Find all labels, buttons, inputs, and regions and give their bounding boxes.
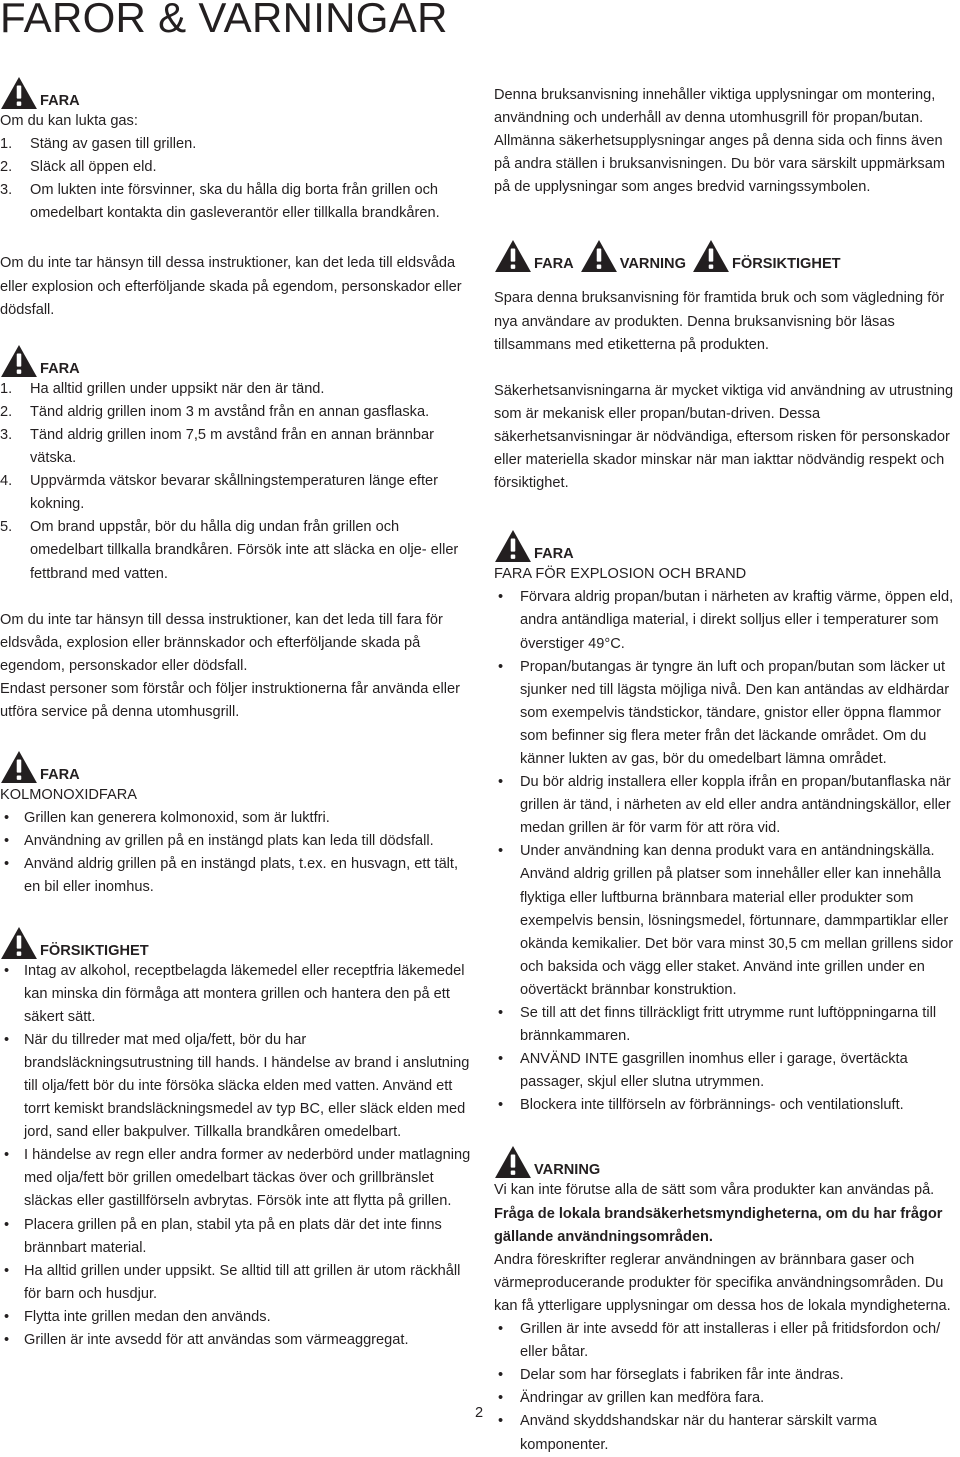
- explosion-subhead: FARA FÖR EXPLOSION OCH BRAND: [494, 566, 747, 583]
- caution-list: [0, 960, 472, 1353]
- list-item: • Grillen kan generera kolmonoxid, som är luktfri.: [4, 810, 330, 827]
- symbol-legend: [494, 239, 960, 273]
- list-item: 4. Uppvärmda vätskor bevarar skållningstemperaturen länge efter kokning.: [0, 473, 439, 513]
- list-item: • Delar som har förseglats i fabriken får inte ändras.: [498, 1367, 844, 1384]
- danger-label: FARA: [534, 546, 574, 563]
- list-item: • I händelse av regn eller andra former av nederbörd under matlagning med olja/fett bör grillen omedelbart täckas över och grillbränslet släckas eller gastillförseln avbrytas. Försök inte att flytta på grillen.: [4, 1147, 471, 1210]
- list-item: 1. Stäng av gasen till grillen.: [0, 136, 197, 153]
- gas-steps-list: [0, 133, 472, 225]
- fire-steps-list: [0, 378, 472, 586]
- gas-danger-header: [0, 76, 472, 110]
- legend-warning-label: VARNING: [619, 256, 686, 273]
- list-item: • Grillen är inte avsedd för att användas som värmeaggregat.: [4, 1332, 409, 1349]
- list-item: • Använd skyddshandskar när du hanterar särskilt varma komponenter.: [498, 1413, 877, 1453]
- explosion-danger-header: [494, 529, 960, 563]
- list-item: 1. Ha alltid grillen under uppsikt när den är tänd.: [0, 380, 325, 397]
- warning-triangle-icon: [494, 529, 532, 563]
- co-subhead: KOLMONOXIDFARA: [0, 787, 138, 804]
- danger-label: FARA: [40, 360, 80, 377]
- list-item: 2. Tänd aldrig grillen inom 3 m avstånd från en annan gasflaska.: [0, 403, 430, 420]
- list-item: 3. Om lukten inte försvinner, ska du hålla dig borta från grillen och omedelbart kontakta din gasleverantör eller tillkalla brandkåren.: [0, 182, 440, 222]
- list-item: • Grillen är inte avsedd för att installeras i eller på fritidsfordon och/ eller båtar.: [498, 1321, 941, 1361]
- warning-triangle-icon: [0, 76, 38, 110]
- fire-danger-header: [0, 344, 472, 378]
- list-item: 2. Släck all öppen eld.: [0, 159, 157, 176]
- list-item: • Ändringar av grillen kan medföra fara.: [498, 1390, 765, 1407]
- left-column: [0, 76, 472, 1352]
- list-item: • Förvara aldrig propan/butan i närheten av kraftig värme, öppen eld, andra antändliga material, i direkt solljus eller i temperaturer som överstiger 49°C.: [498, 589, 954, 652]
- co-list: [0, 807, 472, 899]
- danger-label: FARA: [40, 93, 80, 109]
- warning-triangle-icon: [0, 344, 38, 378]
- warning-bold-paragraph: Fråga de lokala brandsäkerhetsmyndigheterna, om du har frågor gällande användningsområden.: [494, 1205, 943, 1245]
- warning-triangle-icon: [494, 1145, 532, 1179]
- list-item: • Intag av alkohol, receptbelagda läkemedel eller receptfria läkemedel kan minska din förmåga att montera grillen och hantera den på ett säkert sätt.: [4, 962, 465, 1025]
- list-item: • Under användning kan denna produkt vara en antändningskälla. Använd aldrig grillen på platser som innehåller eller kan innehålla flyktiga eller luftburna brännbara material eller produkter som exempelvis bensin, lösningsmedel, förtunnare, dammpartiklar eller okända kemikalier. Det bör vara minst 30,5 cm mellan grillens sidor och baksida och vägg eller staket. Använd inte grillen under en oövertäckt brännbar konstruktion.: [498, 843, 954, 998]
- gas-intro: Om du kan lukta gas:: [0, 113, 138, 129]
- page-number: 2: [475, 1405, 484, 1421]
- warning-header: [494, 1145, 960, 1179]
- caution-header: [0, 926, 472, 960]
- list-item: 5. Om brand uppstår, bör du hålla dig undan från grillen och omedelbart tillkalla brandkåren. Försök inte att släcka en olje- eller fettbrand med vatten.: [0, 519, 459, 582]
- list-item: • Propan/butangas är tyngre än luft och propan/butan som läcker ut sjunker ned till lägsta möjliga nivå. Den kan antändas av eldhärdar som exempelvis tändstickor, tändare, gnistor eller öppna flammor som befinner sig flera meter från det läckande området. Om du känner lukten av gas, bör du omedelbart lämna området.: [498, 658, 950, 767]
- intro-paragraph: Denna bruksanvisning innehåller viktiga upplysningar om montering, användning och underhåll av denna utomhusgrill för propan/butan. Allmänna säkerhetsupplysningar anges på denna sida och finns även på andra ställen i bruksanvisningen. Du bör vara särskilt uppmärksam på de upplysningar som anges bredvid varningssymbolen.: [494, 87, 946, 196]
- right-column: [494, 84, 960, 1457]
- list-item: • Använd aldrig grillen på en instängd plats, t.ex. en husvagn, ett tält, en bil eller inomhus.: [4, 856, 459, 896]
- list-item: • Flytta inte grillen medan den används.: [4, 1308, 271, 1325]
- warning-label: VARNING: [534, 1162, 601, 1179]
- list-item: • Se till att det finns tillräckligt fritt utrymme runt luftöppningarna till brännkammaren.: [498, 1005, 937, 1045]
- consequence-paragraph: Om du inte tar hänsyn till dessa instruktioner, kan det leda till eldsvåda eller explosion och efterföljande skada på egendom, personskador eller dödsfall.: [0, 255, 462, 318]
- warning-triangle-icon: [580, 239, 618, 273]
- warning-triangle-icon: [0, 750, 38, 784]
- warning-paragraph-2: Andra föreskrifter reglerar användningen av brännbara gaser och värmeproducerande produkter för specifika användningsområden. Du kan få ytterligare upplysningar om dessa hos de lokala myndigheterna.: [494, 1251, 951, 1314]
- caution-label: FÖRSIKTIGHET: [40, 942, 149, 959]
- page-title: FAROR & VARNINGAR: [0, 0, 448, 41]
- list-item: • När du tillreder mat med olja/fett, bör du har brandsläckningsutrustning till hands. I händelse av brand i anslutning till olja/fett bör du inte försöka släcka elden med vatten. Använd ett torrt kemiskt brandsläckningsmedel av typ BC, eller släck elden med jord, sand eller bakpulver. Tillkalla brandkåren omedelbart.: [4, 1031, 470, 1141]
- explosion-list: [494, 586, 960, 1117]
- legend-danger-label: FARA: [534, 256, 574, 273]
- legend-caution-label: FÖRSIKTIGHET: [731, 256, 841, 273]
- warning-list: [494, 1318, 960, 1457]
- warning-triangle-icon: [692, 239, 730, 273]
- warning-triangle-icon: [494, 239, 532, 273]
- keep-manual-paragraph: Spara denna bruksanvisning för framtida bruk och som vägledning för nya användare av produkten. Denna bruksanvisning bör läsas tillsammans med etiketterna på produkten.: [494, 290, 945, 353]
- danger-label: FARA: [40, 767, 80, 784]
- list-item: • ANVÄND INTE gasgrillen inomhus eller i garage, övertäckta passager, skjul eller slutna utrymmen.: [498, 1051, 908, 1091]
- warning-triangle-icon: [0, 926, 38, 960]
- list-item: • Användning av grillen på en instängd plats kan leda till dödsfall.: [4, 833, 434, 850]
- consequence-paragraph-2: Om du inte tar hänsyn till dessa instruktioner, kan det leda till fara för eldsvåda, explosion eller brännskador och efterföljande skada på egendom, personskador eller dödsfall.: [0, 611, 443, 674]
- list-item: • Du bör aldrig installera eller koppla ifrån en propan/butanflaska när grillen är tänd, i närheten av eld eller andra antändningskällor, eller medan grillen är för varm för att röra vid.: [498, 774, 951, 837]
- list-item: • Ha alltid grillen under uppsikt. Se alltid till att grillen är utom räckhåll för barn och husdjur.: [4, 1262, 461, 1302]
- list-item: • Blockera inte tillförseln av förbrännings- och ventilationsluft.: [498, 1097, 904, 1114]
- warning-paragraph-1: Vi kan inte förutse alla de sätt som våra produkter kan användas på.: [494, 1182, 935, 1199]
- safety-importance-paragraph: Säkerhetsanvisningarna är mycket viktiga vid användning av utrustning som är mekanisk eller propan/butan-driven. Dessa säkerhetsanvisningar är nödvändiga, eftersom risken för personskador eller materiella skador minskar när man iakttar nödvändig respekt och försiktighet.: [494, 382, 954, 492]
- service-paragraph: Endast personer som förstår och följer instruktionerna får använda eller utföra service på denna utomhusgrill.: [0, 680, 460, 720]
- co-danger-header: [0, 750, 472, 784]
- list-item: • Placera grillen på en plan, stabil yta på en plats där det inte finns brännbart material.: [4, 1216, 442, 1256]
- list-item: 3. Tänd aldrig grillen inom 7,5 m avstånd från en annan brännbar vätska.: [0, 426, 435, 467]
